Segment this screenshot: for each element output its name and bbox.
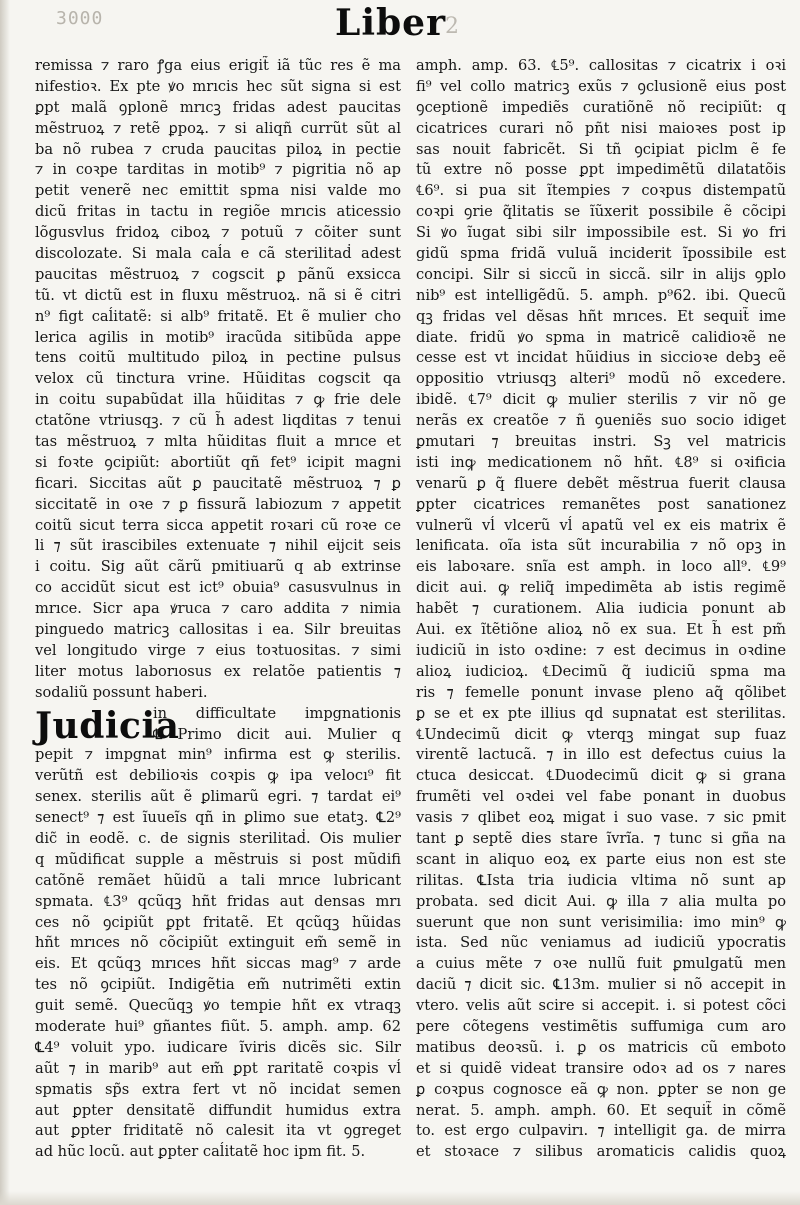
text-line: ⁊ in coꝛpe tarditas in motib⁹ ⁊ pigritia nõ ap (35, 161, 401, 179)
text-line: hñt mrıces nõ cõcipiũt extinguit em̃ semẽ in (35, 934, 401, 952)
text-line: co accidũt sicut est ict⁹ obuia⁹ casusvulnus in (35, 579, 401, 597)
text-line: ficari. Siccitas aũt ꝑ paucitatẽ mẽstruoꝝ ⁊ ꝑ (35, 474, 401, 492)
text-line: cicatrices curari nõ pñt nisi maioꝛes post ip (416, 119, 786, 137)
text-line: tũ extre nõ posse ꝑpt impedimẽtũ dilatatõis (416, 161, 786, 179)
text-line: siccitatẽ in oꝛe ⁊ ꝑ fissurã labiozum ⁊ appetit (35, 495, 401, 513)
text-line: ces nõ ꝯcipiũt ꝑpt fritatẽ. Et qcũqꝫ hũidas (35, 913, 401, 931)
text-line: iudiciũ in isto oꝛdine: ⁊ est decimus in oꝛdine (416, 641, 786, 659)
text-line: probata. sed dicit Aui. ꝙ illa ⁊ alia multa po (416, 892, 786, 910)
text-line: remissa ⁊ raro ꝭga eius erigit̃ iã tũc res ẽ ma (35, 57, 401, 74)
text-line: petit venerẽ nec emittit spma nisi valde mo (35, 182, 401, 200)
text-line: ꝑpter cicatrices remanẽtes post sanationez (416, 495, 786, 513)
text-line: mẽstruoꝝ ⁊ retẽ ꝑpoꝝ. ⁊ si aliqñ currũt sũt al (35, 119, 401, 137)
text-line: aut ꝑpter densitatẽ diffundit humidus extra (35, 1101, 401, 1119)
text-line: verũtñ est debilioꝛis coꝛpis ꝙ ipa velocı⁹ fit (35, 767, 401, 785)
text-line: mrıce. Sicr apa ꝟruca ⁊ caro addita ⁊ nimia (35, 600, 401, 618)
text-line: scant in aliquo eoꝝ ex parte eius non est ste (416, 850, 786, 868)
text-line: discolozate. Si mala caĺa e cã sterilitaḋ adest (35, 245, 401, 263)
text-line: nerat. 5. amph. amph. 60. Et sequit̃ in cõmẽ (416, 1101, 786, 1119)
text-line: habẽt ⁊ curationem. Alia iudicia ponunt ab (416, 600, 786, 618)
folio-number: 3000 (56, 8, 104, 29)
text-line: sodaliũ possunt haberi. (35, 683, 208, 701)
text-line: ista. Sed nũc veniamus ad iudiciũ ypocratis (416, 934, 786, 952)
text-line: spmata. ℄3⁹ qcũqꝫ hñt fridas aut densas mrı (35, 892, 401, 910)
text-line: in coitu supabũdat illa hũiditas ⁊ ꝙ frie dele (35, 391, 401, 409)
heading-text-line: in difficultate impgnationis (153, 704, 401, 722)
text-line: amph. amp. 63. ℄5⁹. callositas ⁊ cicatrix i oꝛi (416, 57, 786, 74)
text-line: lõgusvlus fridoꝝ ciboꝝ ⁊ potuũ ⁊ cõiter sunt (35, 224, 401, 242)
text-line: nerãs ex creatõe ⁊ ñ ꝯueniẽs suo socio idiget (416, 412, 786, 430)
text-line: matibus deoꝛsũ. i. ꝑ os matricis cũ emboto (416, 1038, 786, 1056)
text-line: aũt ⁊ in marib⁹ aut em̃ ꝑpt raritatẽ coꝛpis vĺ (35, 1059, 401, 1077)
text-line: catõnẽ remãet hũidũ a tali mrıce lubricant (35, 871, 401, 889)
text-line: dic̃ in eodẽ. c. de signis sterilitaḋ. Ois mulier (35, 829, 401, 847)
text-line: lenificata. oĩa ista sũt incurabilia ⁊ nõ opꝫ in (416, 537, 786, 555)
text-line: tas mẽstruoꝝ ⁊ mlta hũiditas fluit a mrıce et (35, 433, 401, 451)
right-column-lines (416, 56, 786, 1163)
section-heading-text (153, 704, 401, 746)
text-line: oppositio vtriusqꝫ alteri⁹ modũ nõ excedere. (416, 370, 786, 388)
text-line: ꝑpt malã ꝯplonẽ mrıcꝫ fridas adest paucitas (35, 98, 401, 116)
text-line: ꝑ se et ex pte illius qd supnatat est sterilitas. (416, 704, 786, 722)
text-line: moderate hui⁹ gñantes fiũt. 5. amph. amp. 62 (35, 1017, 401, 1035)
text-line: senect⁹ ⁊ est ĩuueĩs qñ in ꝑlimo sue etatꝫ. ℄2⁹ (35, 809, 401, 827)
text-line: venarũ ꝑ q̃ fluere debẽt mẽstrua fuerit clausa (416, 474, 786, 492)
text-line: Aui. ex ĩtẽtiõne alioꝝ nõ ex sua. Et h̃ est pm̃ (416, 621, 786, 639)
text-line: eis laboꝛare. snĩa est amph. in loco all⁹. ℄9⁹ (416, 558, 786, 576)
running-head: Liber (335, 2, 447, 44)
text-line: q mũdificat supple a mẽstruis si post mũdifi (35, 850, 401, 868)
text-line: lerica agilis in motib⁹ iracũda sitibũda appe (35, 328, 401, 346)
text-line: tũ. vt dictũ est in fluxu mẽstruoꝝ. nã si ẽ citri (35, 286, 401, 304)
text-line: ꝑmutari ⁊ breuitas instri. Sꝫ vel matricis (416, 433, 786, 451)
text-line: vulnerũ vĺ vlcerũ vĺ apatũ vel ex eis matrix ẽ (416, 516, 786, 534)
text-line: tant ꝑ septẽ dies stare ĩvrĩa. ⁊ tunc si gña na (416, 829, 786, 847)
left-column-lines-after (35, 745, 401, 1163)
text-line: velox cũ tinctura vrine. Hũiditas cogscit qa (35, 370, 401, 388)
text-line: ibidẽ. ℄7⁹ dicit ꝙ mulier sterilis ⁊ vir nõ ge (416, 391, 786, 409)
text-line: qꝫ fridas vel dẽsas hñt mrıces. Et sequit̃ ime (416, 307, 786, 325)
text-line: vtero. velis aũt scire si accepit. i. si potest cõci (416, 997, 786, 1015)
text-line: ba nõ rubea ⁊ cruda paucitas piloꝝ in pectie (35, 140, 401, 158)
text-line: coitũ sicut terra sicca appetit roꝛari cũ roꝛe ce (35, 516, 401, 534)
text-line: ℄Undecimũ dicit ꝙ vterqꝫ mingat sup fuaz (416, 725, 786, 743)
text-line: dicit aui. ꝙ reliq̃ impedimẽta ab istis regimẽ (416, 579, 786, 597)
text-line: ctatõne vtriusqꝫ. ⁊ cũ h̃ adest liqditas ⁊ tenui (35, 412, 401, 430)
left-column (35, 56, 401, 1163)
text-line: daciũ ⁊ dicit sic. ℄13m. mulier si nõ accepit in (416, 976, 786, 994)
text-line: et si quidẽ videat transire odoꝛ ad os ⁊ nares (416, 1059, 786, 1077)
scan-edge-bottom (0, 1191, 800, 1205)
text-line: et stoꝛace ⁊ silibus aromaticis calidis quoꝝ (416, 1143, 786, 1161)
text-line: li ⁊ sũt irascibiles extenuate ⁊ nihil eijcit seis (35, 537, 401, 555)
text-line: pinguedo matricꝫ callositas i ea. Silr breuitas (35, 621, 401, 639)
text-line: ad hũc locũ. aut ꝑpter caĺitatẽ hoc ipm fit. 5. (35, 1143, 366, 1161)
text-line: ℄6⁹. si pua sit ĩtempies ⁊ coꝛpus distempatũ (416, 182, 786, 200)
section-heading: Judicia (35, 704, 180, 747)
running-head-mark: 2 (445, 14, 459, 39)
text-line: rilitas. ℄Ista tria iudicia vltima nõ sunt ap (416, 871, 786, 889)
text-line: tes nõ ꝯcipiũt. Indigẽtia em̃ nutrimẽti extin (35, 976, 401, 994)
text-line: ris ⁊ femelle ponunt invase pleno aq̃ qõlibet (416, 683, 786, 701)
text-line: vel longitudo virge ⁊ eius toꝛtuositas. ⁊ simi (35, 641, 401, 659)
text-line: si foꝛte ꝯcipiũt: abortiũt qñ fet⁹ icipit magni (35, 453, 401, 471)
text-line: ꝯceptionẽ impediẽs curatiõnẽ nõ recipiũt: q (416, 98, 786, 116)
text-line: dicũ fritas in tactu in regiõe mrıcis aticessio (35, 203, 401, 221)
scan-edge-left (0, 0, 10, 1205)
text-line: n⁹ figt caĺitatẽ: si alb⁹ fritatẽ. Et ẽ mulier cho (35, 307, 401, 325)
text-line: fi⁹ vel collo matricꝫ exũs ⁊ ꝯclusionẽ eius post (416, 77, 786, 95)
text-line: pepit ⁊ impgnat min⁹ infirma est ꝙ sterilis. (35, 746, 401, 764)
text-line: guit semẽ. Quecũqꝫ ꝟo tempie hñt ex vtraqꝫ (35, 997, 401, 1015)
text-line: aut ꝑpter friditatẽ nõ calesit ita vt ꝯgreget (35, 1122, 401, 1140)
text-line: vasis ⁊ qlibet eoꝝ migat i suo vase. ⁊ sic pmit (416, 809, 786, 827)
text-line: frumẽti vel oꝛdei vel fabe ponant in duobus (416, 788, 786, 806)
text-line: i coitu. Sig aũt cãrũ pmitiuarũ q ab extrinse (35, 558, 401, 576)
section-heading-block (35, 704, 401, 746)
text-line: gidũ spma fridã vuluã inciderit ĩpossibile est (416, 245, 786, 263)
text-line: coꝛpi ꝯrie q̃litatis se ĩũxerit possibile ẽ cõcipi (416, 203, 786, 221)
text-line: pere cõtegens vestimẽtis suffumiga cum aro (416, 1017, 786, 1035)
text-line: to. est ergo culpavirı. ⁊ intelligit ga. de mirra (416, 1122, 786, 1140)
text-line: sas nouit fabricẽt. Si tñ ꝯcipiat piclm ẽ fe (416, 140, 786, 158)
text-line: nib⁹ est intelligẽdũ. 5. amph. p⁹62. ibi. Quecũ (416, 286, 786, 304)
text-line: diate. fridũ ꝟo spma in matricẽ calidioꝛẽ ne (416, 328, 786, 346)
text-line: isti inꝙ medicationem nõ hñt. ℄8⁹ si oꝛificia (416, 453, 786, 471)
text-line: cesse est vt incidat hũidius in siccioꝛe debꝫ eẽ (416, 349, 786, 367)
text-line: paucitas mẽstruoꝝ ⁊ cogscit ꝑ pãnũ exsicca (35, 265, 401, 283)
text-line: ctuca desiccat. ℄Duodecimũ dicit ꝙ si grana (416, 767, 786, 785)
text-line: nifestioꝛ. Ex pte ꝟo mrıcis hec sũt signa si est (35, 77, 401, 95)
text-line: ꝑ coꝛpus cognosce eã ꝙ non. ꝑpter se non ge (416, 1080, 786, 1098)
text-line: suerunt que non sunt verisimilia: imo min⁹ ꝙ (416, 913, 786, 931)
text-line: concipi. Silr si siccũ in siccã. silr in alijs ꝯplo (416, 265, 786, 283)
text-line: eis. Et qcũqꝫ mrıces hñt siccas mag⁹ ⁊ arde (35, 955, 401, 973)
text-line: tens coitũ multitudo piloꝝ in pectine pulsus (35, 349, 401, 367)
text-line: Si ꝟo ĩugat sibi silr impossibile est. Si ꝟo fri (416, 224, 786, 242)
left-column-lines (35, 56, 401, 704)
text-line: liter motus laborıosus ex relatõe patientis ⁊ (35, 662, 401, 680)
text-line: alioꝝ iudicioꝝ. ℄Decimũ q̃ iudiciũ spma ma (416, 662, 786, 680)
text-line: ℄4⁹ voluit ypo. iudicare ĩviris dicẽs sic. Silr (35, 1038, 401, 1056)
text-line: a cuius mẽte ⁊ oꝛe nullũ fuit ꝑmulgatũ men (416, 955, 786, 973)
heading-text-line: ℄ Primo dicit aui. Mulier q (153, 725, 401, 743)
text-line: virentẽ lactucã. ⁊ in illo est defectus cuius la (416, 746, 786, 764)
text-line: senex. sterilis aũt ẽ ꝑlimarũ egri. ⁊ tardat ei⁹ (35, 788, 401, 806)
text-line: spmatis sp̃s extra fert vt nõ incidat semen (35, 1080, 401, 1098)
right-column (416, 56, 786, 1163)
